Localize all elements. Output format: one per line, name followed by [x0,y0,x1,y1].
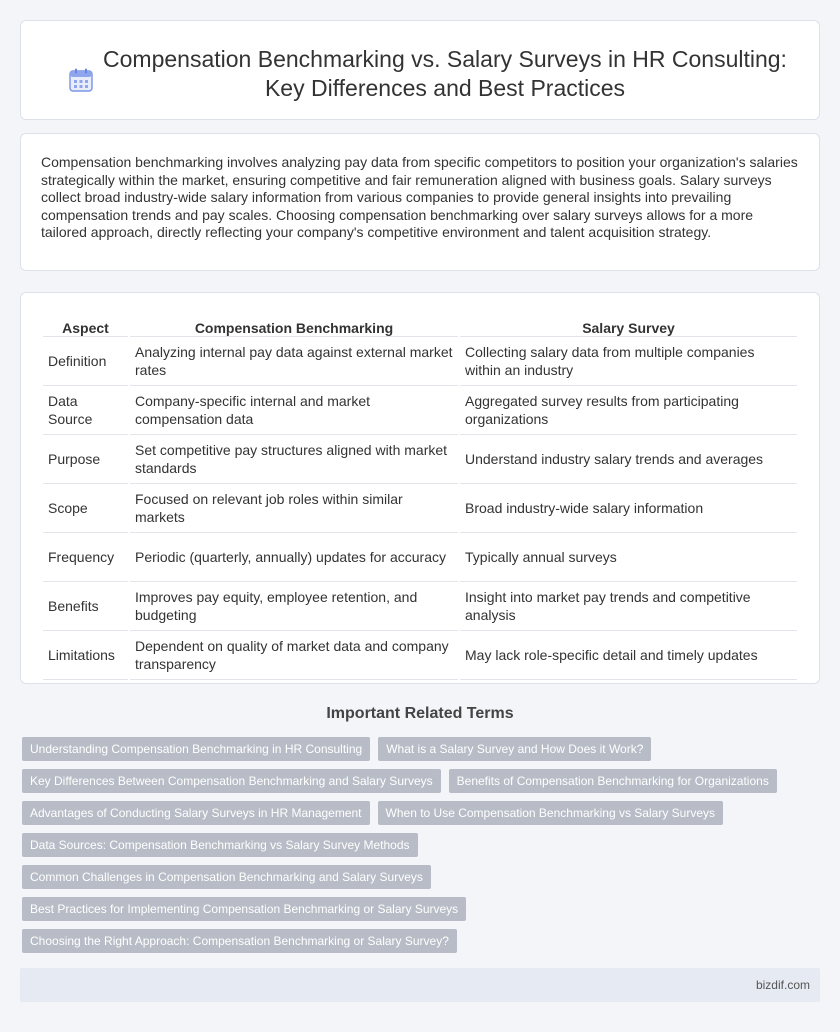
survey-cell: Aggregated survey results from participating organizations [460,386,797,435]
table-row [43,386,797,435]
survey-cell: Collecting salary data from multiple companies within an industry [460,337,797,386]
related-term-link[interactable]: When to Use Compensation Benchmarking vs Salary Surveys [378,801,723,825]
aspect-cell: Purpose [43,435,128,484]
title-card [20,20,820,120]
table-row [43,582,797,631]
survey-cell: May lack role-specific detail and timely updates [460,631,797,680]
intro-card [20,133,820,271]
related-term-link[interactable]: Choosing the Right Approach: Compensation Benchmarking or Salary Survey? [22,929,457,953]
benchmarking-cell: Periodic (quarterly, annually) updates for accuracy [130,533,458,582]
header-salary-survey: Salary Survey [460,316,797,337]
benchmarking-cell: Focused on relevant job roles within similar markets [130,484,458,533]
related-term-link[interactable]: Data Sources: Compensation Benchmarking vs Salary Survey Methods [22,833,418,857]
benchmarking-cell: Analyzing internal pay data against external market rates [130,337,458,386]
related-terms-list [22,737,802,953]
aspect-cell: Scope [43,484,128,533]
footer [20,968,820,1002]
intro-paragraph: Compensation benchmarking involves analyzing pay data from specific competitors to position your organization's salaries strategically within the market, ensuring competitive and fair remuneration aligned with business goals. Salary surveys collect broad industry-wide salary information from various companies to provide general insights into prevailing compensation trends and pay scales. Choosing compensation benchmarking over salary surveys allows for a more tailored approach, directly reflecting your company's competitive environment and talent acquisition strategy. [41,154,798,241]
aspect-cell: Data Source [43,386,128,435]
related-term-link[interactable]: Advantages of Conducting Salary Surveys in HR Management [22,801,370,825]
benchmarking-cell: Dependent on quality of market data and company transparency [130,631,458,680]
survey-cell: Broad industry-wide salary information [460,484,797,533]
related-terms-heading: Important Related Terms [326,705,514,722]
table-row [43,631,797,680]
table-row [43,435,797,484]
comparison-table-card [20,292,820,684]
aspect-cell: Benefits [43,582,128,631]
survey-cell: Understand industry salary trends and averages [460,435,797,484]
related-term-link[interactable]: Benefits of Compensation Benchmarking for Organizations [449,769,777,793]
benchmarking-cell: Company-specific internal and market compensation data [130,386,458,435]
table-header-row [43,316,797,337]
related-term-link[interactable]: Best Practices for Implementing Compensation Benchmarking or Salary Surveys [22,897,466,921]
related-term-link[interactable]: Key Differences Between Compensation Benchmarking and Salary Surveys [22,769,441,793]
table-row [43,484,797,533]
header-compensation-benchmarking: Compensation Benchmarking [130,316,458,337]
header-aspect: Aspect [43,316,128,337]
aspect-cell: Frequency [43,533,128,582]
table-row [43,337,797,386]
related-term-link[interactable]: Understanding Compensation Benchmarking in HR Consulting [22,737,370,761]
page-title: Compensation Benchmarking vs. Salary Surveys in HR Consulting: Key Differences and Best Practices [103,46,787,101]
table-row [43,533,797,582]
aspect-cell: Limitations [43,631,128,680]
comparison-table [41,316,799,680]
site-link[interactable]: bizdif.com [755,978,810,992]
aspect-cell: Definition [43,337,128,386]
related-term-link[interactable]: What is a Salary Survey and How Does it Work? [378,737,651,761]
benchmarking-cell: Improves pay equity, employee retention, and budgeting [130,582,458,631]
benchmarking-cell: Set competitive pay structures aligned with market standards [130,435,458,484]
related-term-link[interactable]: Common Challenges in Compensation Benchmarking and Salary Surveys [22,865,431,889]
survey-cell: Typically annual surveys [460,533,797,582]
survey-cell: Insight into market pay trends and competitive analysis [460,582,797,631]
